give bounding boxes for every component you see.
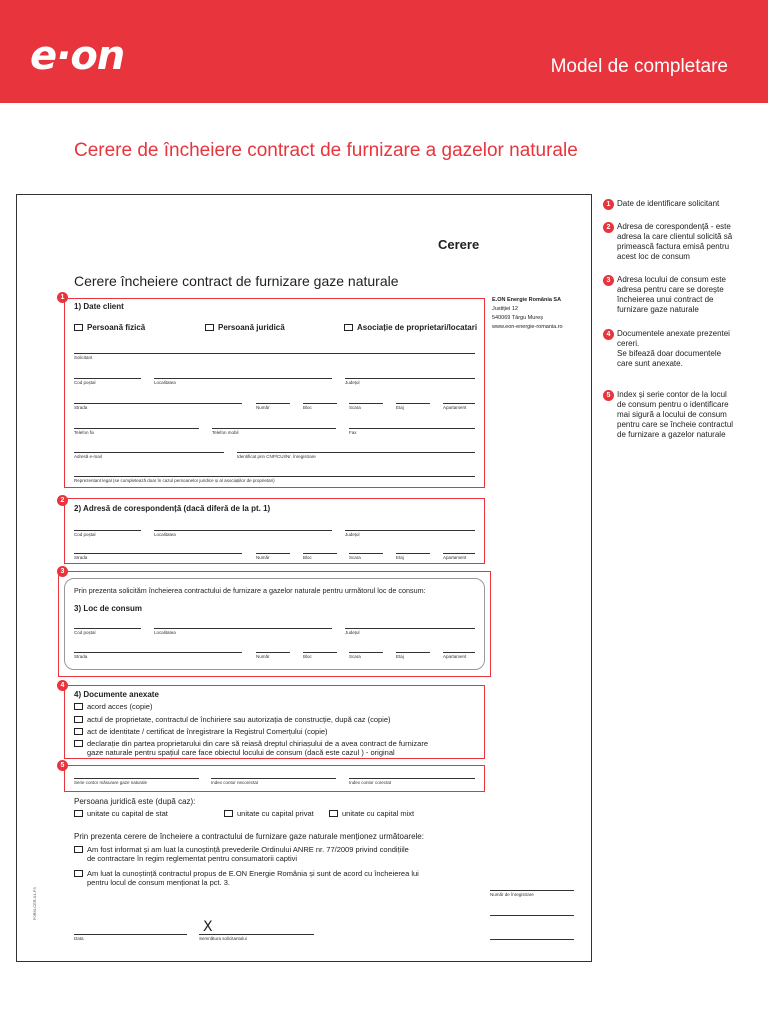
side-note-2-text: Adresa de corespondență - este adresa la care clientul solicită să primească factura emisă pentru acest loc de consum [617, 222, 733, 261]
s3-scara-field[interactable] [349, 652, 383, 653]
s3-localitatea-field[interactable] [154, 628, 332, 629]
side-note-4-text: Documentele anexate prezentei cereri. Se bifează doar documentele care sunt anexate. [617, 329, 730, 368]
label-numar: Număr [256, 405, 270, 410]
side-note-3 [603, 275, 763, 317]
section-2-title: 2) Adresă de corespondență (dacă diferă de la pt. 1) [74, 504, 271, 513]
label-capital-mixt: unitate cu capital mixt [342, 809, 415, 818]
side-note-2 [603, 222, 763, 264]
side-note-3-badge: 3 [603, 275, 614, 286]
doc-item-acord-acces: acord acces (copie) [87, 702, 153, 711]
section-2-badge: 2 [57, 495, 68, 506]
s3-numar-field[interactable] [256, 652, 290, 653]
registration-line-3[interactable] [490, 939, 574, 940]
label-reprezentant: Reprezentant legal (se completează doar în cazul persoanelor juridice și al asociațiilor de proprietari) [74, 478, 275, 483]
index-necorectat-field[interactable] [211, 778, 336, 779]
index-corectat-field[interactable] [349, 778, 475, 779]
side-note-1-badge: 1 [603, 199, 614, 210]
s3-label-numar: Număr [256, 654, 270, 659]
s3-etaj-field[interactable] [396, 652, 430, 653]
s3-cod-postal-field[interactable] [74, 628, 141, 629]
declaratie-intro: Prin prezenta cerere de încheiere a contractului de furnizare gaze naturale menționez următoarele: [74, 832, 424, 841]
s2-label-judetul: Județul [345, 532, 360, 537]
s2-judetul-field[interactable] [345, 530, 475, 531]
telefon-mobil-field[interactable] [212, 428, 336, 429]
side-note-4 [603, 329, 763, 371]
side-note-1 [603, 199, 763, 211]
declaratie-item2-l1: Am luat la cunoștință contractul propus de E.ON Energie România și sunt de acord cu încheierea lui [87, 869, 419, 878]
signature-x-mark: X [203, 919, 213, 935]
email-field[interactable] [74, 452, 224, 453]
s2-label-bloc: Bloc [303, 555, 312, 560]
checkbox-acord-contract[interactable] [74, 870, 83, 877]
label-capital-stat: unitate cu capital de stat [87, 809, 168, 818]
eon-logo: e·on [30, 33, 125, 79]
label-data: Data [74, 936, 84, 941]
label-scara: Scara [349, 405, 361, 410]
side-note-5 [603, 390, 763, 442]
label-judetul: Județul [345, 380, 360, 385]
doc-item-declaratie-l2: gaze naturale pentru spațiul care face obiectul locului de consum (dacă este cazul ) - original [87, 748, 395, 757]
checkbox-asociatie[interactable] [344, 324, 353, 331]
s2-apartament-field[interactable] [443, 553, 475, 554]
s2-strada-field[interactable] [74, 553, 242, 554]
s3-judetul-field[interactable] [345, 628, 475, 629]
company-city: 540069 Târgu Mureș [492, 315, 543, 321]
checkbox-persoana-juridica[interactable] [205, 324, 214, 331]
label-fax: Fax [349, 430, 357, 435]
doc-item-act-identitate: act de identitate / certificat de înregistrare la Registrul Comerțului (copie) [87, 727, 328, 736]
company-name: E.ON Energie România SA [492, 297, 562, 303]
label-numar-inregistrare: Număr de înregistrare [490, 892, 534, 897]
section-3-title: 3) Loc de consum [74, 604, 143, 613]
judetul-field[interactable] [345, 378, 475, 379]
section-1-badge: 1 [57, 292, 68, 303]
s3-strada-field[interactable] [74, 652, 242, 653]
s3-label-strada: Strada [74, 654, 88, 659]
declaratie-item2-l2: pentru locul de consum menționat la pct. 3. [87, 878, 230, 887]
identificat-field[interactable] [237, 452, 475, 453]
s3-label-apartament: Apartament [443, 654, 467, 659]
s2-etaj-field[interactable] [396, 553, 430, 554]
section-3-intro: Prin prezenta solicităm încheierea contractului de furnizare a gazelor naturale pentru următorul loc de consum: [74, 586, 426, 595]
reprezentant-field[interactable] [74, 476, 475, 477]
bloc-field[interactable] [303, 403, 337, 404]
label-index-corectat: Index contor corectat [349, 780, 392, 785]
form-heading: Cerere [438, 237, 480, 252]
checkbox-persoana-fizica[interactable] [74, 324, 83, 331]
s2-cod-postal-field[interactable] [74, 530, 141, 531]
checkbox-capital-stat[interactable] [74, 810, 83, 817]
section-5-badge: 5 [57, 760, 68, 771]
s3-label-localitatea: Localitatea [154, 630, 176, 635]
doc-item-act-proprietate: actul de proprietate, contractul de închiriere sau autorizația de construcție, după caz (copie) [87, 715, 391, 724]
checkbox-acord-acces[interactable] [74, 703, 83, 710]
checkbox-act-proprietate[interactable] [74, 716, 83, 723]
label-capital-privat: unitate cu capital privat [237, 809, 314, 818]
checkbox-capital-privat[interactable] [224, 810, 233, 817]
data-field[interactable] [74, 934, 187, 935]
s2-numar-field[interactable] [256, 553, 290, 554]
label-etaj: Etaj [396, 405, 404, 410]
header-bar [0, 0, 768, 103]
label-email: Adresă e-mail [74, 454, 102, 459]
label-identificat: Identificat prin CNP/CUI/Nr. înregistrare [237, 454, 316, 459]
label-persoana-juridica: Persoană juridică [218, 323, 285, 332]
numar-inregistrare-field[interactable] [490, 890, 574, 891]
declaratie-item1-l1: Am fost informat și am luat la cunoștință prevederile Ordinului ANRE nr. 77/2009 privind condițiile [87, 845, 409, 854]
s3-label-judetul: Județul [345, 630, 360, 635]
declaratie-item1-l2: de contractare în regim reglementat pentru consumatorii captivi [87, 854, 298, 863]
checkbox-informat-anre[interactable] [74, 846, 83, 853]
header-title: Model de completare [550, 56, 728, 77]
s2-label-localitatea: Localitatea [154, 532, 176, 537]
s2-label-etaj: Etaj [396, 555, 404, 560]
s2-label-scara: Scara [349, 555, 361, 560]
label-semnatura: Semnătura solicitantului [199, 936, 247, 941]
s2-label-apartament: Apartament [443, 555, 467, 560]
localitatea-field[interactable] [154, 378, 332, 379]
cod-postal-field[interactable] [74, 378, 141, 379]
semnatura-field[interactable] [199, 934, 314, 935]
s3-apartament-field[interactable] [443, 652, 475, 653]
solicitant-field[interactable] [74, 353, 475, 354]
label-apartament: Apartament [443, 405, 467, 410]
document-title: Cerere de încheiere contract de furnizare a gazelor naturale [74, 140, 578, 161]
label-solicitant: Solicitant [74, 355, 93, 360]
label-telefon-mobil: Telefon mobil [212, 430, 239, 435]
doc-item-declaratie-l1: declarație din partea proprietarului din care să reiasă dreptul chiriașului de a avea contract de furnizare [87, 739, 429, 748]
registration-line-2[interactable] [490, 915, 574, 916]
s2-label-numar: Număr [256, 555, 270, 560]
apartament-field[interactable] [443, 403, 475, 404]
label-telefon-fix: Telefon fix [74, 430, 95, 435]
label-asociatie: Asociație de proprietari/locatari [357, 323, 478, 332]
side-note-2-badge: 2 [603, 222, 614, 233]
side-note-1-text: Date de identificare solicitant [617, 199, 720, 208]
s2-scara-field[interactable] [349, 553, 383, 554]
form-code: F0RM-CER-01-P3 [32, 887, 37, 920]
section-4-title: 4) Documente anexate [74, 690, 159, 699]
s3-label-etaj: Etaj [396, 654, 404, 659]
label-localitatea: Localitatea [154, 380, 176, 385]
pj-label: Persoana juridică este (după caz): [74, 797, 196, 806]
checkbox-act-identitate[interactable] [74, 728, 83, 735]
side-note-4-badge: 4 [603, 329, 614, 340]
scara-field[interactable] [349, 403, 383, 404]
section-3-badge: 3 [57, 566, 68, 577]
label-cod-postal: Cod poștal [74, 380, 96, 385]
s3-label-cod-postal: Cod poștal [74, 630, 96, 635]
side-note-5-text: Index și serie contor de la locul de consum pentru o identificare mai sigură a locului de consum pentru care se încheie contractul de furnizare a gazelor naturale [617, 390, 734, 439]
company-web: www.eon-energie-romania.ro [492, 324, 563, 330]
label-strada: Strada [74, 405, 88, 410]
fax-field[interactable] [349, 428, 475, 429]
side-note-5-badge: 5 [603, 390, 614, 401]
label-serie-contor: Serie contor măsurare gaze naturale [74, 780, 148, 785]
form-subtitle: Cerere încheiere contract de furnizare gaze naturale [74, 273, 399, 289]
s2-label-strada: Strada [74, 555, 88, 560]
side-note-3-text: Adresa locului de consum este adresa pentru care se dorește încheierea unui contract de furnizare gaze naturale [617, 275, 726, 314]
strada-field[interactable] [74, 403, 242, 404]
s2-bloc-field[interactable] [303, 553, 337, 554]
label-index-necorectat: Index contor necorectat [211, 780, 259, 785]
s3-label-bloc: Bloc [303, 654, 312, 659]
s2-label-cod-postal: Cod poștal [74, 532, 96, 537]
section-1-title: 1) Date client [74, 302, 124, 311]
etaj-field[interactable] [396, 403, 430, 404]
label-bloc: Bloc [303, 405, 312, 410]
checkbox-capital-mixt[interactable] [329, 810, 338, 817]
telefon-fix-field[interactable] [74, 428, 199, 429]
s2-localitatea-field[interactable] [154, 530, 332, 531]
label-persoana-fizica: Persoană fizică [87, 323, 146, 332]
checkbox-declaratie[interactable] [74, 740, 83, 747]
s3-label-scara: Scara [349, 654, 361, 659]
company-street: Justiției 12 [492, 306, 518, 312]
section-4-badge: 4 [57, 680, 68, 691]
company-address [492, 296, 563, 332]
serie-contor-field[interactable] [74, 778, 199, 779]
numar-field[interactable] [256, 403, 290, 404]
s3-bloc-field[interactable] [303, 652, 337, 653]
